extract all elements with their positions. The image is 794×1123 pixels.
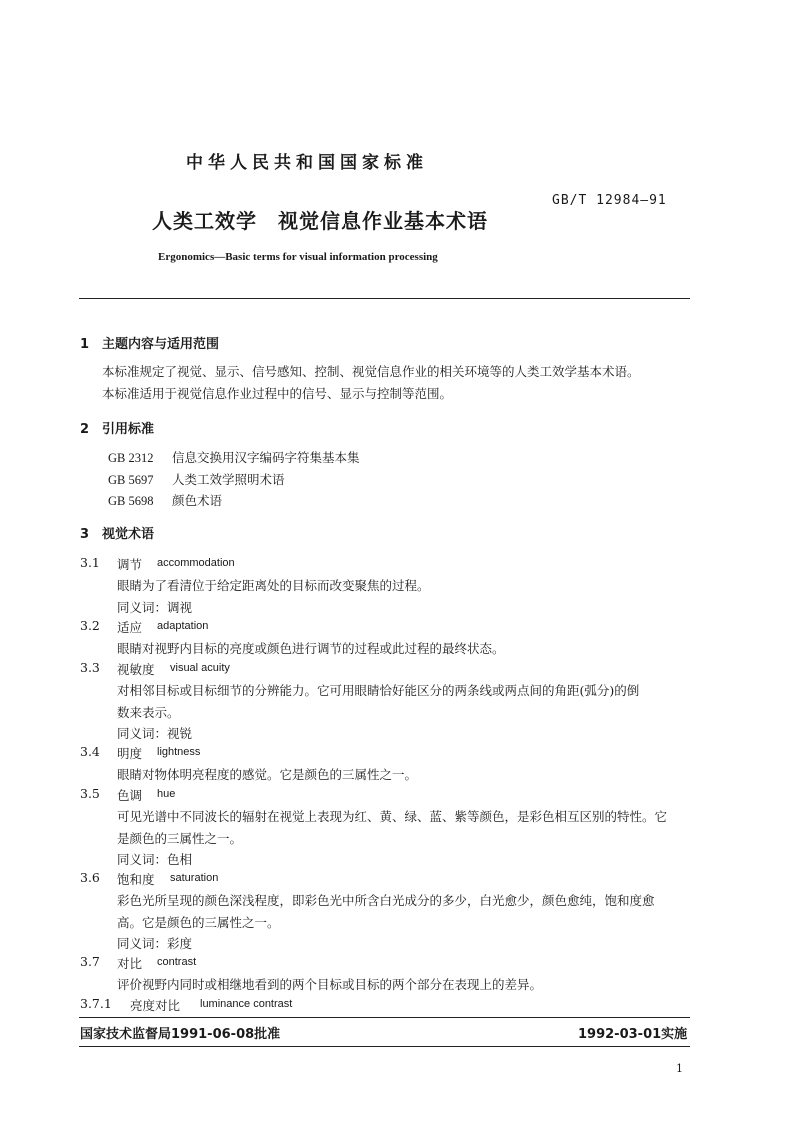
reference-name: 颜色术语 xyxy=(172,493,223,508)
term-name-cn: 调节 xyxy=(117,557,143,572)
term-definition: 眼睛为了看清位于给定距离处的目标而改变聚焦的过程。 xyxy=(117,578,430,593)
term-name-en: adaptation xyxy=(157,620,209,632)
term-name-en: lightness xyxy=(157,746,201,758)
term-number: 3.7 xyxy=(80,954,100,969)
term-name-en: contrast xyxy=(157,956,197,968)
reference-item xyxy=(108,491,222,509)
term-definition: 彩色光所呈现的颜色深浅程度，即彩色光中所含白光成分的多少，白光愈少，颜色愈纯，饱和度愈 xyxy=(117,893,655,908)
reference-item xyxy=(108,448,360,466)
term-name-cn: 明度 xyxy=(117,746,143,761)
term-name-cn: 视敏度 xyxy=(117,662,155,677)
term-name-cn: 适应 xyxy=(117,620,143,635)
term-name-cn: 亮度对比 xyxy=(130,998,181,1013)
standard-code: GB/T 12984—91 xyxy=(552,193,667,208)
footer-rule xyxy=(79,1017,690,1018)
page-number: 1 xyxy=(676,1062,683,1075)
term-number: 3.6 xyxy=(80,870,100,885)
term-number: 3.5 xyxy=(80,786,100,801)
section-title: 主题内容与适用范围 xyxy=(102,337,220,352)
term-definition: 对相邻目标或目标细节的分辨能力。它可用眼睛恰好能区分的两条线或两点间的角距(弧分)的倒 xyxy=(117,683,640,698)
term-synonym: 同义词：彩度 xyxy=(117,936,193,951)
approval-date: 国家技术监督局1991-06-08批准 xyxy=(80,1027,281,1042)
implementation-date: 1992-03-01实施 xyxy=(578,1027,688,1042)
section-1-heading xyxy=(80,333,219,352)
footer-bottom-rule xyxy=(79,1046,690,1047)
term-definition: 可见光谱中不同波长的辐射在视觉上表现为红、黄、绿、蓝、紫等颜色，是彩色相互区别的特性。它 xyxy=(117,809,668,824)
term-name-en: saturation xyxy=(170,872,219,884)
term-definition: 评价视野内同时或相继地看到的两个目标或目标的两个部分在表现上的差异。 xyxy=(117,977,543,992)
term-number: 3.3 xyxy=(80,660,100,675)
reference-name: 人类工效学照明术语 xyxy=(172,472,285,487)
term-number: 3.7.1 xyxy=(80,996,112,1011)
term-number: 3.2 xyxy=(80,618,100,633)
reference-item xyxy=(108,470,285,488)
standard-heading: 中华人民共和国国家标准 xyxy=(186,153,428,173)
term-synonym: 同义词：色相 xyxy=(117,852,193,867)
term-name-cn: 色调 xyxy=(117,788,143,803)
section-number: 1 xyxy=(80,337,90,352)
document-title-cn: 人类工效学 视觉信息作业基本术语 xyxy=(152,209,488,233)
term-definition: 高。它是颜色的三属性之一。 xyxy=(117,915,280,930)
section-number: 3 xyxy=(80,527,90,542)
term-definition: 数来表示。 xyxy=(117,705,180,720)
section-number: 2 xyxy=(80,422,90,437)
term-synonym: 同义词：调视 xyxy=(117,600,193,615)
section-2-heading xyxy=(80,418,154,437)
header-rule xyxy=(79,298,690,299)
section-title: 视觉术语 xyxy=(102,527,155,542)
term-name-en: hue xyxy=(157,788,176,800)
term-name-en: accommodation xyxy=(157,557,235,569)
reference-code: GB 2312 xyxy=(108,451,154,465)
section-title: 引用标准 xyxy=(102,422,155,437)
term-name-en: luminance contrast xyxy=(200,998,293,1010)
section-1-paragraph-2: 本标准适用于视觉信息作业过程中的信号、显示与控制等范围。 xyxy=(102,386,453,401)
term-synonym: 同义词：视锐 xyxy=(117,726,193,741)
term-number: 3.1 xyxy=(80,555,100,570)
term-number: 3.4 xyxy=(80,744,100,759)
term-name-cn: 饱和度 xyxy=(117,872,155,887)
reference-name: 信息交换用汉字编码字符集基本集 xyxy=(172,450,360,465)
term-name-cn: 对比 xyxy=(117,956,143,971)
document-title-en: Ergonomics—Basic terms for visual information processing xyxy=(158,251,438,263)
term-definition: 是颜色的三属性之一。 xyxy=(117,831,243,846)
term-name-en: visual acuity xyxy=(170,662,230,674)
section-1-paragraph-1: 本标准规定了视觉、显示、信号感知、控制、视觉信息作业的相关环境等的人类工效学基本术语。 xyxy=(102,364,640,379)
reference-code: GB 5697 xyxy=(108,473,154,487)
term-definition: 眼睛对物体明亮程度的感觉。它是颜色的三属性之一。 xyxy=(117,767,418,782)
term-definition: 眼睛对视野内目标的亮度或颜色进行调节的过程或此过程的最终状态。 xyxy=(117,641,505,656)
reference-code: GB 5698 xyxy=(108,494,154,508)
section-3-heading xyxy=(80,523,154,542)
